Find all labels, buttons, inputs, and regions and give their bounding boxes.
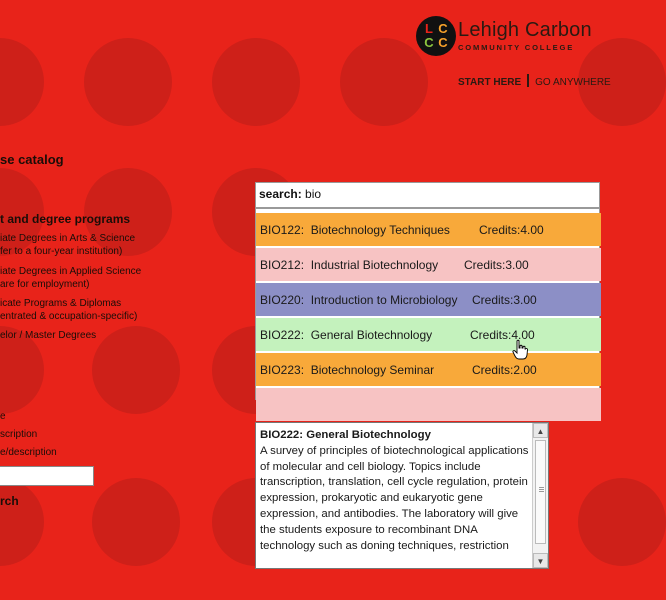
program-line: iate Degrees in Applied Science	[0, 266, 142, 277]
search-option-title[interactable]: e	[0, 411, 6, 422]
result-credits: Credits:4.00	[470, 328, 535, 342]
program-link-bachelor-master[interactable]	[0, 329, 96, 342]
college-name: Lehigh Carbon	[458, 19, 592, 41]
result-row[interactable]	[256, 283, 601, 316]
result-credits: Credits:2.00	[472, 363, 537, 377]
result-code-title: BIO223: Biotechnology Seminar	[260, 363, 435, 377]
result-code-title: BIO220: Introduction to Microbiology	[260, 293, 458, 307]
catalog-title: se catalog	[0, 152, 64, 167]
program-line: iate Degrees in Arts & Science	[0, 233, 136, 244]
search-query: bio	[305, 187, 322, 201]
result-row[interactable]	[256, 388, 601, 421]
tagline-go: GO ANYWHERE	[535, 77, 611, 88]
result-row[interactable]	[256, 213, 601, 246]
course-description	[260, 428, 532, 554]
program-link-certificates[interactable]	[0, 297, 137, 323]
lccc-emblem-icon	[416, 16, 456, 56]
college-logo[interactable]	[416, 16, 611, 96]
scroll-down-icon[interactable]: ▼	[533, 553, 548, 568]
left-search-button[interactable]: rch	[0, 494, 19, 508]
course-description-panel	[255, 422, 549, 569]
scroll-up-icon[interactable]: ▲	[533, 423, 548, 438]
tagline-start: START HERE	[458, 77, 522, 88]
search-input[interactable]	[255, 182, 600, 208]
description-scrollbar[interactable]	[532, 423, 548, 568]
tagline	[458, 74, 611, 88]
emblem-letter: C	[438, 21, 448, 36]
emblem-letter: C	[438, 35, 448, 50]
left-search-input[interactable]	[0, 466, 94, 486]
result-credits: Credits:4.00	[479, 223, 544, 237]
search-option-title-description[interactable]: e/description	[0, 447, 57, 458]
search-option-description[interactable]: scription	[0, 429, 38, 440]
results-list	[255, 208, 600, 400]
course-description-title: BIO222: General Biotechnology	[260, 429, 431, 441]
result-row[interactable]	[256, 318, 601, 351]
college-subtitle: COMMUNITY COLLEGE	[458, 43, 575, 52]
search-label: search:	[259, 187, 302, 201]
result-code-title: BIO222: General Biotechnology	[260, 328, 433, 342]
result-code-title: BIO122: Biotechnology Techniques	[260, 223, 450, 237]
programs-heading: t and degree programs	[0, 212, 131, 226]
hand-cursor-icon	[512, 340, 528, 360]
result-credits: Credits:3.00	[472, 293, 537, 307]
emblem-letter: C	[424, 35, 434, 50]
program-link-applied-science[interactable]	[0, 265, 141, 291]
program-line: elor / Master Degrees	[0, 330, 97, 341]
scroll-thumb[interactable]	[535, 440, 546, 544]
result-code-title: BIO212: Industrial Biotechnology	[260, 258, 439, 272]
course-description-body: A survey of principles of biotechnological applications of molecular and cell biology. Topics include transcription, translation, cell cycle regulation, protein expression, prokaryotic and eukaryotic gene expression, and antibodies. The laboratory will give the students exposure to recombinant DNA technology such as doning techniques, restriction	[260, 444, 529, 552]
result-row[interactable]	[256, 353, 601, 386]
program-link-arts-science[interactable]	[0, 232, 135, 258]
program-line: entrated & occupation-specific)	[0, 311, 138, 322]
emblem-letter: L	[425, 21, 433, 36]
program-line: fer to a four-year institution)	[0, 246, 123, 257]
result-credits: Credits:3.00	[464, 258, 529, 272]
program-line: are for employment)	[0, 279, 90, 290]
program-line: icate Programs & Diplomas	[0, 298, 122, 309]
result-row[interactable]	[256, 248, 601, 281]
